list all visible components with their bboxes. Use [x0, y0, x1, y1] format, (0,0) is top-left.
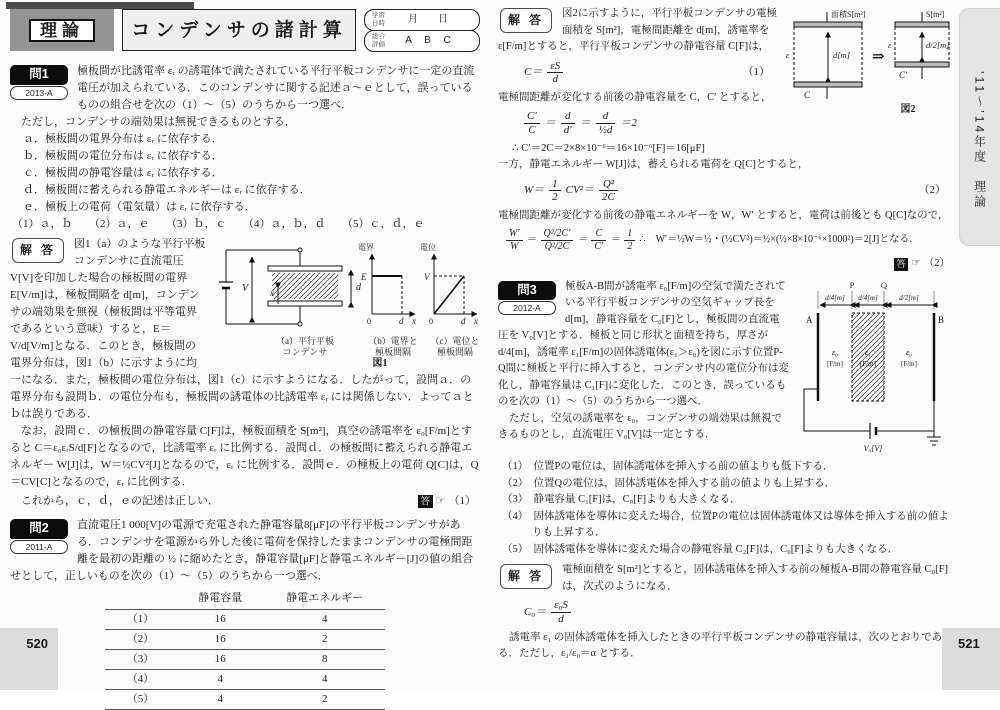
row5-energy: 2: [264, 690, 385, 710]
fig2-d-label: d[m]: [833, 50, 851, 60]
fig3-plate-B-label: B: [938, 314, 945, 325]
fig2-C-label: C: [804, 90, 811, 100]
question-3-note: ただし，空気の誘電率を ε₀，コンデンサの端効果は無視できるものとし，直流電圧 V₀[V]は一定とする．: [498, 412, 782, 441]
answer-1-paragraph-1: 図1（a）のような平行平板コンデンサに直流電圧 V[V]を印加した場合の極板間の電界 E[V/m]は，極板間隔を d[m]，コンデンサの端効果を無視（極板間は平等電界であるという意味）すると，E＝V/d[V/m]となる．このとき，極板間の電界分布は，図1（b）に示すように均一になる．また，極板間の電位分布は，図1（c）に示すようになる．したがって，設問ａ．の電界分布も設問ｂ．の電位分布も，極板間の誘電体の比誘電率 εᵣ には関係しない．よってａとｂは誤りである．: [10, 238, 474, 420]
f3-lhs: W＝: [524, 184, 545, 197]
fig2-area-label: 面積S[m²]: [831, 10, 866, 19]
study-date-label: 学習日時: [372, 12, 385, 27]
fC0-lhs: C₀＝: [524, 606, 547, 619]
question-3-tag: [498, 281, 556, 316]
fig3-dim-1: d/4[m]: [825, 293, 845, 302]
question-3-items: [502, 459, 954, 558]
answer-1-value: （1）: [448, 495, 476, 507]
study-record-box: [364, 9, 480, 51]
rating-row: [364, 30, 480, 52]
page-number-521: [942, 628, 1000, 690]
answer-2-paragraph-2: 電極間距離が変化する前後の静電容量を C，C′ とすると，: [498, 91, 772, 103]
q1-item-a: ａ．極板間の電界分布は εᵣ に依存する．: [23, 133, 223, 145]
f2-eq2: ＝: [579, 117, 591, 130]
page-header: [10, 9, 480, 51]
question-1-choices: （1）ａ，ｂ （2）ａ，ｅ （3）ｂ，ｃ （4）ａ，ｂ，ｄ （5）ｃ，ｄ，ｅ: [12, 218, 425, 230]
chapter-title-text: コンデンサの諸計算: [131, 19, 347, 41]
page-number-520: [0, 628, 58, 690]
answer-3-badge: 解 答: [500, 564, 552, 589]
fig1c-potential-graph: [420, 242, 480, 357]
q1-item-b: ｂ．極板間の電位分布は εᵣ に依存する．: [23, 150, 223, 162]
f2-eq1: ＝: [544, 117, 556, 130]
header-empty: [105, 590, 177, 610]
fig1b-d-tick: d: [399, 316, 404, 326]
equation-2-number: （2）: [918, 184, 946, 197]
row1-capacitance: 16: [176, 610, 264, 630]
f3-den1: 2: [552, 191, 558, 204]
formula-C0: [524, 599, 946, 625]
figure-2-caption: 図2: [900, 104, 916, 115]
f2-num2: d: [561, 110, 575, 124]
fig1c-caption-2: 極板間隔: [436, 347, 474, 357]
table-row: [105, 690, 386, 710]
fig3-Q-label: Q: [880, 279, 888, 290]
pointing-hand-icon: ☞: [435, 495, 446, 507]
question-2-year: 2011-A: [10, 540, 68, 554]
fig3-V0-label: V₀[V]: [863, 443, 883, 453]
row4-capacitance: 4: [176, 670, 264, 690]
fig3-plate-A-label: A: [806, 314, 813, 325]
fig1a-circuit: [219, 248, 362, 357]
right-page: [498, 0, 954, 690]
fig2-after: [888, 10, 950, 80]
fig2-eps2-label: ε: [888, 41, 892, 50]
question-2: [10, 517, 480, 710]
row3-energy: 8: [264, 650, 385, 670]
header-energy: 静電エネルギー: [264, 590, 385, 610]
f4-num2: Q²/2C′: [541, 228, 574, 241]
row5-capacitance: 4: [176, 690, 264, 710]
f4-den3: C′: [594, 240, 604, 252]
row2-choice: （2）: [105, 630, 177, 650]
study-date-value: 月 日: [408, 14, 453, 25]
fig3-eps1-unit: [F/m]: [860, 359, 876, 368]
fig1a-caption-1: （a）平行平板: [276, 336, 334, 346]
f4-den1: W: [510, 240, 519, 252]
table-row: [105, 610, 386, 630]
edge-tab-label: ’11〜’14年度 理論: [972, 71, 987, 211]
f2-den3: ½d: [598, 123, 613, 136]
formula-energy-ratio: [506, 228, 946, 252]
answer-1-conclusion: これから，ｃ，ｄ，ｅの記述は正しい．: [21, 495, 219, 507]
subject-badge: [10, 9, 114, 51]
answer-2-result: [498, 256, 950, 273]
f3-num1: 1: [549, 178, 561, 192]
figure-2-capacitor-before-after: [782, 6, 954, 118]
header-capacitance: 静電容量: [176, 590, 264, 610]
left-page: [10, 0, 480, 705]
question-1-items: [23, 131, 480, 216]
answer-2-line-3: ∴ C′＝2C＝2×8×10⁻⁶＝16×10⁻⁶[F]＝16[μF]: [512, 142, 705, 154]
fig3-dim-3: d/2[m]: [899, 293, 919, 302]
fig2-before: [786, 9, 866, 100]
f3-mid: CV²＝: [565, 184, 595, 197]
fig3-eps0-right: ε₀: [906, 347, 912, 357]
fig1c-V-label: V: [424, 272, 430, 282]
fig1b-origin: 0: [367, 317, 371, 326]
row1-choice: （1）: [105, 610, 177, 630]
study-date-row: [364, 9, 480, 31]
q3-item-1: （1） 位置Pの電位は，固体誘電体を挿入する前の値よりも低下する．: [502, 461, 834, 473]
fig1c-yaxis-label: 電位: [420, 243, 436, 252]
answer-3-paragraph-2: 誘電率 ε₁ の固体誘電体を挿入したときの平行平板コンデンサの静電容量は，次のとおりである．ただし，ε₁/ε₀＝α とする．: [498, 631, 943, 660]
page-number-right-value: 521: [958, 636, 980, 651]
question-1: [10, 63, 480, 233]
f4-eq2: ＝: [577, 234, 588, 246]
question-2-text: 直流電圧1 000[V]の電源で充電された静電容量8[μF]の平行平板コンデンサがある．コンデンサを電源から外した後に電荷を保持したままコンデンサの電極間距離を最初の距離の ½ に縮めたとき，静電容量[μF]と静電エネルギー[J]の値の組合せとして，正しいものを次の（1）～（5）のうちから一つ選べ．: [10, 519, 474, 582]
edge-tab-year-subject: [959, 8, 1000, 246]
answer-1-paragraph-2: なお，設問ｃ．の極板間の静電容量 C[F]は，極板面積を S[m²]，真空の誘電率を ε₀[F/m]とすると C＝ε₀εᵣS/d[F]となるので，比誘電率 εᵣ に比例する．設問ｄ．の極板間に蓄えられる静電エネルギー W[J]は，W＝½CV²[J]となるので，εᵣ に比例する．設問ｅ．の極板上の電荷 Q[C]は，Q＝CV[C]となるので，εᵣ に比例する．: [10, 425, 479, 488]
question-1-note: ただし，コンデンサの端効果は無視できるものとする．: [21, 116, 296, 128]
figure-1-capacitor-diagrams: [212, 236, 480, 368]
f1-lhs: C＝: [524, 66, 543, 79]
answer-1-badge: 解 答: [12, 238, 64, 263]
answer-2-badge: 解 答: [500, 8, 552, 33]
answer-3: [498, 562, 954, 662]
row5-choice: （5）: [105, 690, 177, 710]
figure-1-caption: 図1: [372, 358, 388, 369]
f2-num3: d: [596, 110, 616, 124]
formula-energy: [524, 178, 946, 204]
question-1-badge: 問1: [10, 65, 68, 85]
fig1c-origin: 0: [429, 317, 433, 326]
question-1-year: 2013-A: [10, 86, 68, 100]
f2-den2: d′: [563, 123, 572, 136]
table-row: [105, 670, 386, 690]
question-3-year: 2012-A: [498, 301, 556, 315]
transform-arrow: ⇒: [872, 49, 885, 65]
fig1a-d-label: d: [356, 282, 361, 293]
f4-num1: W′: [506, 228, 523, 241]
answer-2-paragraph-1: 図2に示すように，平行平板コンデンサの電極面積を S[m²]，電極間距離を d[m]，誘電率を ε[F/m]とすると，平行平板コンデンサの静電容量 C[F]は，: [498, 8, 778, 52]
table-row: [105, 630, 386, 650]
question-3: [498, 279, 954, 559]
f3-den2: 2C: [602, 191, 615, 204]
q1-item-d: ｄ．極板間に蓄えられる静電エネルギーは εᵣ に依存する．: [23, 184, 311, 196]
answer-2-paragraph-5: 電極間距離が変化する前後の静電エネルギーを W，W′ とすると，電荷は前後とも Q[C]なので，: [498, 209, 949, 221]
fig1c-d-tick: d: [461, 316, 466, 326]
f4-eq3: ＝: [610, 234, 621, 246]
fig1b-field-graph: [358, 242, 418, 357]
question-2-tag: [10, 519, 68, 554]
f4-num3: C: [591, 228, 606, 241]
fig3-eps0-left-unit: [F/m]: [827, 359, 843, 368]
fig1b-caption-2: 極板間隔: [374, 347, 412, 357]
fig3-eps0-left: ε₀: [832, 347, 838, 357]
question-3-badge: 問3: [498, 281, 556, 301]
q3-item-4: （4） 固体誘電体を導体に変えた場合，位置Pの電位は固体誘電体又は導体を挿入する前の値よりも上昇する．: [502, 510, 949, 539]
answer-1: [10, 236, 480, 512]
formula-capacitance: [524, 60, 770, 86]
row2-energy: 2: [264, 630, 385, 650]
answer-1-result: [418, 493, 476, 510]
question-1-text: 極板間が比誘電率 εᵣ の誘電体で満たされている平行平板コンデンサに一定の直流電圧が加えられている．このコンデンサに関する記述ａ～ｅとして，誤っているものの組合せを次の（1）～（5）のうちから一つ選べ．: [77, 65, 475, 111]
fig2-area2-label: S[m²]: [926, 10, 945, 19]
q3-item-2: （2） 位置Qの電位は，固体誘電体を挿入する前の値よりも上昇する．: [502, 477, 836, 489]
fig1a-voltage-label: V: [242, 283, 249, 294]
f4-den4: 2: [627, 240, 633, 252]
q3-item-5: （5） 固体誘電体を導体に変えた場合の静電容量 C₂[F]は，C₀[F]よりも大きくなる．: [502, 543, 899, 555]
table-row: [105, 650, 386, 670]
fig1b-E-label: E: [361, 272, 367, 282]
fig3-eps0-right-unit: [F/m]: [901, 359, 917, 368]
figure-3-dielectric-capacitor: [794, 279, 954, 453]
question-3-text: 極板A-B間が誘電率 ε₀[F/m]の空気で満たされている平行平板コンデンサの空気ギャップ長を d[m]，静電容量を C₀[F]とし，極板間の直流電圧を V₀[V]とする．極板と同じ形状と面積を持ち，厚さが d/4[m]，誘電率 ε₁[F/m]の固体誘電体(ε₁＞ε₀)を図に示す位置P-Q間に極板と平行に挿入すると，コンデンサ内の電位分布は変化し，静電容量は C₁[F]に変化した．このとき，誤っているものを次の（1）～（5）のうちから一つ選べ．: [498, 280, 789, 408]
fC0-num: ε₀S: [551, 599, 571, 613]
rating-label: 総合評価: [372, 33, 385, 48]
f4-num4: 1: [624, 228, 635, 241]
fig3-dim-2: d/4[m]: [858, 293, 878, 302]
answer-2: [498, 6, 954, 273]
f3-num2: Q²: [599, 178, 618, 192]
fig1c-xaxis-label: x: [474, 316, 478, 326]
question-2-badge: 問2: [10, 519, 68, 539]
f4-rest: ∴ W′＝½W＝½・(½CV²)＝½×(½×8×10⁻⁶×1000²)＝2[J]となる．: [639, 234, 920, 246]
fig3-P-label: P: [849, 279, 855, 290]
row3-choice: （3）: [105, 650, 177, 670]
answer-icon: 答: [418, 495, 433, 508]
row1-energy: 4: [264, 610, 385, 630]
chapter-title: [122, 9, 356, 51]
f1-den: d: [552, 73, 559, 86]
q1-item-e: ｅ．極板上の電荷（電気量）は εᵣ に依存する．: [23, 201, 256, 213]
fig1a-caption-2: コンデンサ: [282, 347, 328, 357]
fig2-d2-label: d/2[m]: [926, 40, 950, 50]
fig1b-yaxis-label: 電界: [358, 243, 374, 252]
equation-1-number: （1）: [742, 66, 770, 79]
answer-2-paragraph-4: 一方，静電エネルギー W[J]は，蓄えられる電荷を Q[C]とすると，: [498, 159, 809, 171]
answer-3-paragraph-1: 電極面積を S[m²]とすると，固体誘電体を挿入する前の極板A-B間の静電容量 C₀[F]は，次式のようになる．: [562, 564, 948, 592]
fig1b-xaxis-label: x: [412, 316, 416, 326]
fig1b-caption-1: （b）電界と: [368, 336, 418, 346]
fig1a-x-label: x: [270, 288, 274, 298]
answer-icon: 答: [894, 258, 909, 271]
f4-den2: Q²/2C: [544, 240, 570, 252]
formula-capacitance-ratio: [524, 110, 770, 136]
f4-eq1: ＝: [526, 234, 537, 246]
page-number-left-value: 520: [26, 636, 48, 651]
table-header-row: [105, 590, 386, 610]
row3-capacitance: 16: [176, 650, 264, 670]
rating-value: A B C: [405, 35, 456, 46]
subject-label: 理論: [29, 19, 95, 42]
pointing-hand-icon: ☞: [911, 258, 921, 270]
question-1-tag: [10, 65, 68, 100]
fC0-den: d: [558, 612, 564, 625]
fig2-C2-label: C′: [899, 70, 907, 80]
f2-den1: C: [528, 123, 536, 136]
q3-item-3: （3） 静電容量 C₁[F]は，C₀[F]よりも大きくなる．: [502, 494, 741, 506]
question-2-choices-table: [105, 590, 386, 710]
row2-capacitance: 16: [176, 630, 264, 650]
answer-2-value: （2）: [923, 258, 950, 270]
row4-choice: （4）: [105, 670, 177, 690]
q1-item-c: ｃ．極板間の静電容量は εᵣ に依存する．: [23, 167, 223, 179]
f1-num: εS: [547, 60, 563, 74]
fig2-eps-label: ε: [786, 51, 790, 60]
f2-eq3: ＝2: [620, 117, 637, 130]
row4-energy: 4: [264, 670, 385, 690]
fig3-eps1: ε₁: [865, 347, 871, 357]
fig1c-caption-1: （c）電位と: [430, 336, 480, 346]
f2-num1: C′: [524, 110, 540, 124]
